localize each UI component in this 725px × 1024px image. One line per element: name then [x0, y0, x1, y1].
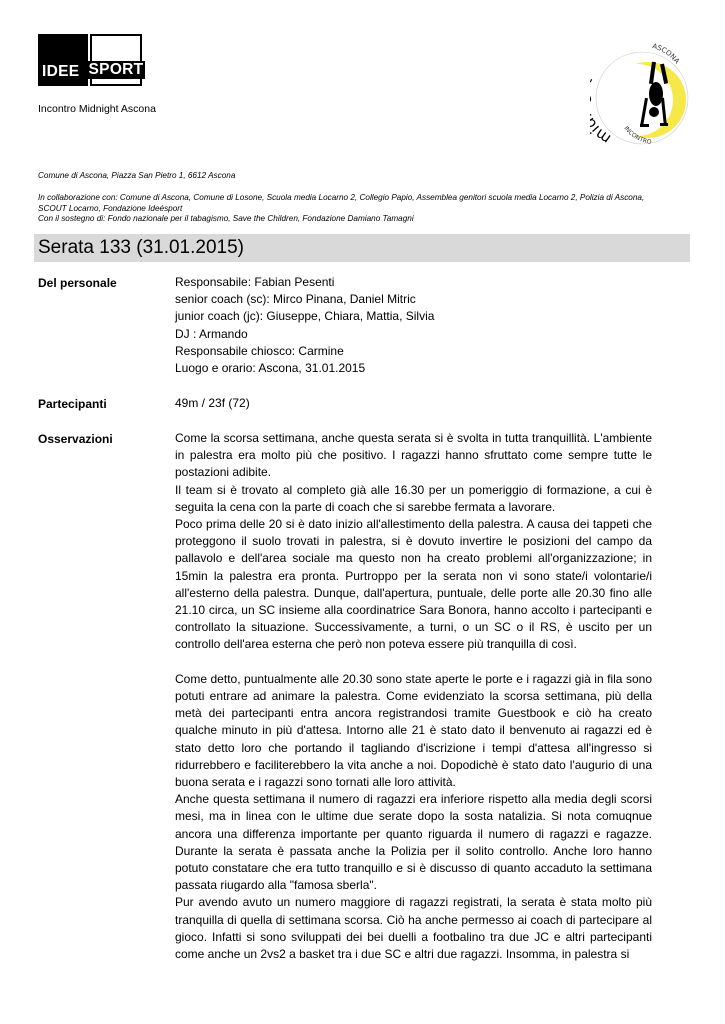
personale-line: senior coach (sc): Mirco Pinana, Daniel Mitric — [175, 292, 416, 307]
collab-line-2: SCOUT Locarno, Fondazione Ideésport — [38, 203, 183, 213]
logo-word-text: m — [591, 124, 615, 149]
paragraph: Il team si è trovato al completo già alle 16.30 per un pomeriggio di formazione, a cui è seguita la cena con la parte di coach che si sarebbe fermata a lavorare. — [175, 482, 652, 514]
collaboration-block — [38, 193, 693, 225]
logo-idee: IDEE — [38, 34, 88, 86]
collab-line-1: In collaborazione con: Comune di Ascona, Comune di Losone, Scuola media Locarno 2, Collegio Papio, Assemblea genitori scuola media Locarno 2, Polizia di Ascona, — [38, 193, 645, 202]
midnight-logo — [590, 36, 690, 154]
osservazioni-text — [175, 430, 652, 963]
partecipanti-label: Partecipanti — [38, 397, 107, 411]
paragraph: Poco prima delle 20 si è dato inizio all'allestimento della palestra. A causa dei tappeti che proteggono il suolo trovati in palestra, si è dovuto invertire le posizioni del campo da pallavolo e dell'area sociale ma questo non ha creato problemi all'organizzazione; in 15min la palestra era pronta. Purtroppo per la serata non vi sono state/i volontarie/i all'esterno della palestra. Dunque, dall'apertura, puntuale, delle porte alle 20.30 fino alle 21.10 circa, un SC insieme alla coordinatrice Sara Bonora, hanno accolto i partecipanti e controllato la situazione. Successivamente, a turni, o un SC o il RS, è uscito per un controllo dell'area esterna che però non poteva essere più tranquilla di così. — [175, 517, 652, 652]
personale-line: Responsabile: Fabian Pesenti — [175, 275, 335, 289]
personale-line: DJ : Armando — [175, 326, 248, 341]
support-line: Con il sostegno di: Fondo nazionale per il tabagismo, Save the Children, Fondazione Damiano Tamagni — [38, 214, 414, 223]
personale-line: Luogo e orario: Ascona, 31.01.2015 — [175, 361, 366, 376]
personale-line: Responsabile chiosco: Carmine — [175, 343, 344, 358]
svg-text:ASCONA — [651, 42, 681, 65]
logo-sport — [90, 34, 142, 86]
handstand-figure-icon — [590, 36, 690, 154]
paragraph: Come la scorsa settimana, anche questa serata si è svolta in tutta tranquillità. L'ambiente in palestra era molto più che positivo. I ragazzi hanno sfruttato come sempre tutte le postazioni adibite. — [175, 431, 652, 480]
ideesport-logo — [38, 34, 142, 86]
paragraph: Come detto, puntualmente alle 20.30 sono state aperte le porte e i ragazzi già in fila sono potuti entrare ad animare la palestra. Come evidenziato la scorsa settimana, più della metà dei partecipanti entra ancora registrandosi tramite Guestbook e ciò ha creato qualche minuto in più d'attesa. Intorno alle 21 è stato dato il benvenuto ai ragazzi ed è stato detto loro che portando il tagliando d'iscrizione i tempi d'attesa all'ingresso si ridurrebbero e faciliterebbero la vita anche a noi. Dopodichè è stato dato l'augurio di una buona serata e i ragazzi sono tornati alle loro attività. — [175, 671, 652, 790]
page-title: Serata 133 (31.01.2015) — [38, 237, 244, 258]
personale-label: Del personale — [38, 276, 117, 290]
partecipanti-value: 49m / 23f (72) — [175, 396, 250, 410]
document-subtitle: Incontro Midnight Ascona — [38, 103, 156, 115]
osservazioni-label: Osservazioni — [38, 432, 113, 446]
personale-line: junior coach (jc): Giuseppe, Chiara, Mattia, Silvia — [175, 309, 435, 324]
paragraph: Anche questa settimana il numero di ragazzi era inferiore rispetto alla media degli scorsi mesi, ma in linea con le ultime due serate dopo la sosta natalizia. Si nota comuqnue ancora una differenza importante per quanto riguarda il numero di ragazzi e ragazze. Durante la serata è passata anche la Polizia per il solito controllo. Anche loro hanno potuto constatare che era tutto tranquillo e si è discusso di quanto accaduto la settimana passata riugardo alla "famosa sberla". — [175, 792, 652, 893]
logo-place-text: ASCONA — [651, 42, 682, 66]
address-line: Comune di Ascona, Piazza San Pietro 1, 6612 Ascona — [38, 171, 236, 180]
paragraph: Pur avendo avuto un numero maggiore di ragazzi registrati, la serata è stata molto più tranquilla di quella di settimana scorsa. Ciò ha anche permesso ai coach di partecipare al gioco. Infatti si sono sviluppati dei bei duelli a footbalino tra due JC e altri partecipanti come anche un 2vs2 a basket tra i due SC e altri due ragazzi. Insomma, in palestra si — [175, 895, 652, 962]
title-bar — [34, 234, 690, 262]
personale-values — [175, 274, 434, 377]
logo-sport-text: SPORT — [88, 61, 144, 78]
logo-tag-text: INCONTRO — [622, 125, 652, 146]
